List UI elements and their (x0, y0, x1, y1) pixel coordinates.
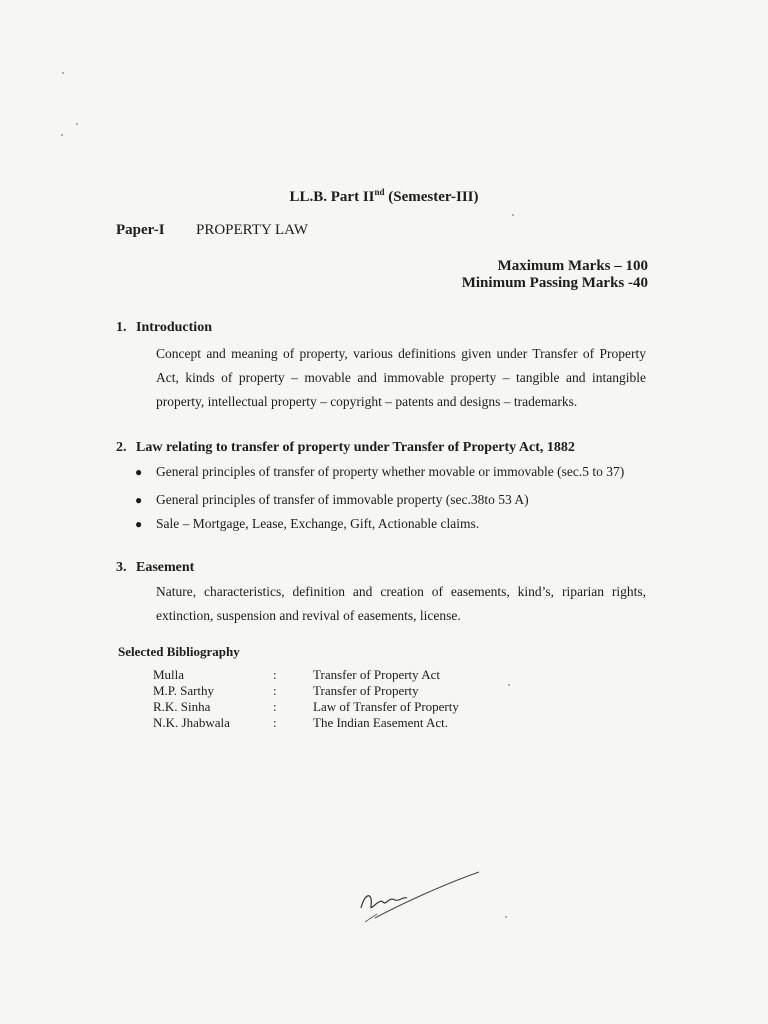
table-row: Mulla : Transfer of Property Act (153, 667, 440, 682)
section-number: 1. (116, 320, 127, 335)
bibliography-heading: Selected Bibliography (118, 644, 240, 659)
list-item: ● General principles of transfer of property whether movable or immovable (sec.5 to 37) (133, 460, 647, 484)
paper-subject: PROPERTY LAW (196, 222, 308, 238)
signature-mark (355, 862, 485, 932)
scan-speck (505, 916, 507, 918)
scan-speck (512, 214, 514, 216)
scan-speck (61, 134, 63, 136)
bibliography-table (153, 667, 459, 731)
section-number: 3. (116, 560, 127, 575)
maximum-marks: Maximum Marks – 100 (497, 258, 648, 274)
bullet-icon: ● (135, 493, 143, 507)
table-row: N.K. Jhabwala : The Indian Easement Act. (153, 715, 449, 730)
bullet-icon: ● (135, 465, 143, 479)
transfer-law-bullet-list (133, 460, 647, 536)
course-title: LL.B. Part IInd (Semester-III) (289, 187, 479, 205)
section-title: Easement (136, 560, 195, 575)
section-title: Introduction (136, 320, 212, 335)
section-heading-introduction (116, 320, 212, 336)
section-heading-transfer-law (116, 440, 575, 456)
bullet-icon: ● (135, 517, 143, 531)
section-title: Law relating to transfer of property under Transfer of Property Act, 1882 (136, 440, 575, 455)
scan-speck (508, 684, 510, 686)
section-text-introduction: Concept and meaning of property, various definitions given under Transfer of Property Act, kinds of property – movable and immovable property – tangible and intangible property, intellectual property – copyright – patents and designs – trademarks. (156, 346, 646, 409)
list-item: ● General principles of transfer of immovable property (sec.38to 53 A) (133, 488, 647, 512)
section-heading-easement (116, 560, 194, 576)
scan-speck (62, 72, 64, 74)
table-row: M.P. Sarthy : Transfer of Property (153, 683, 419, 698)
table-row: R.K. Sinha : Law of Transfer of Property (153, 699, 459, 714)
scan-speck (76, 123, 78, 125)
section-number: 2. (116, 440, 127, 455)
minimum-passing-marks: Minimum Passing Marks -40 (461, 275, 648, 291)
paper-label: Paper-I (116, 222, 165, 238)
list-item: ● Sale – Mortgage, Lease, Exchange, Gift, Actionable claims. (133, 512, 647, 536)
marks-block (462, 258, 648, 292)
section-text-easement: Nature, characteristics, definition and creation of easements, kind’s, riparian rights, extinction, suspension and revival of easements, license. (156, 584, 646, 623)
